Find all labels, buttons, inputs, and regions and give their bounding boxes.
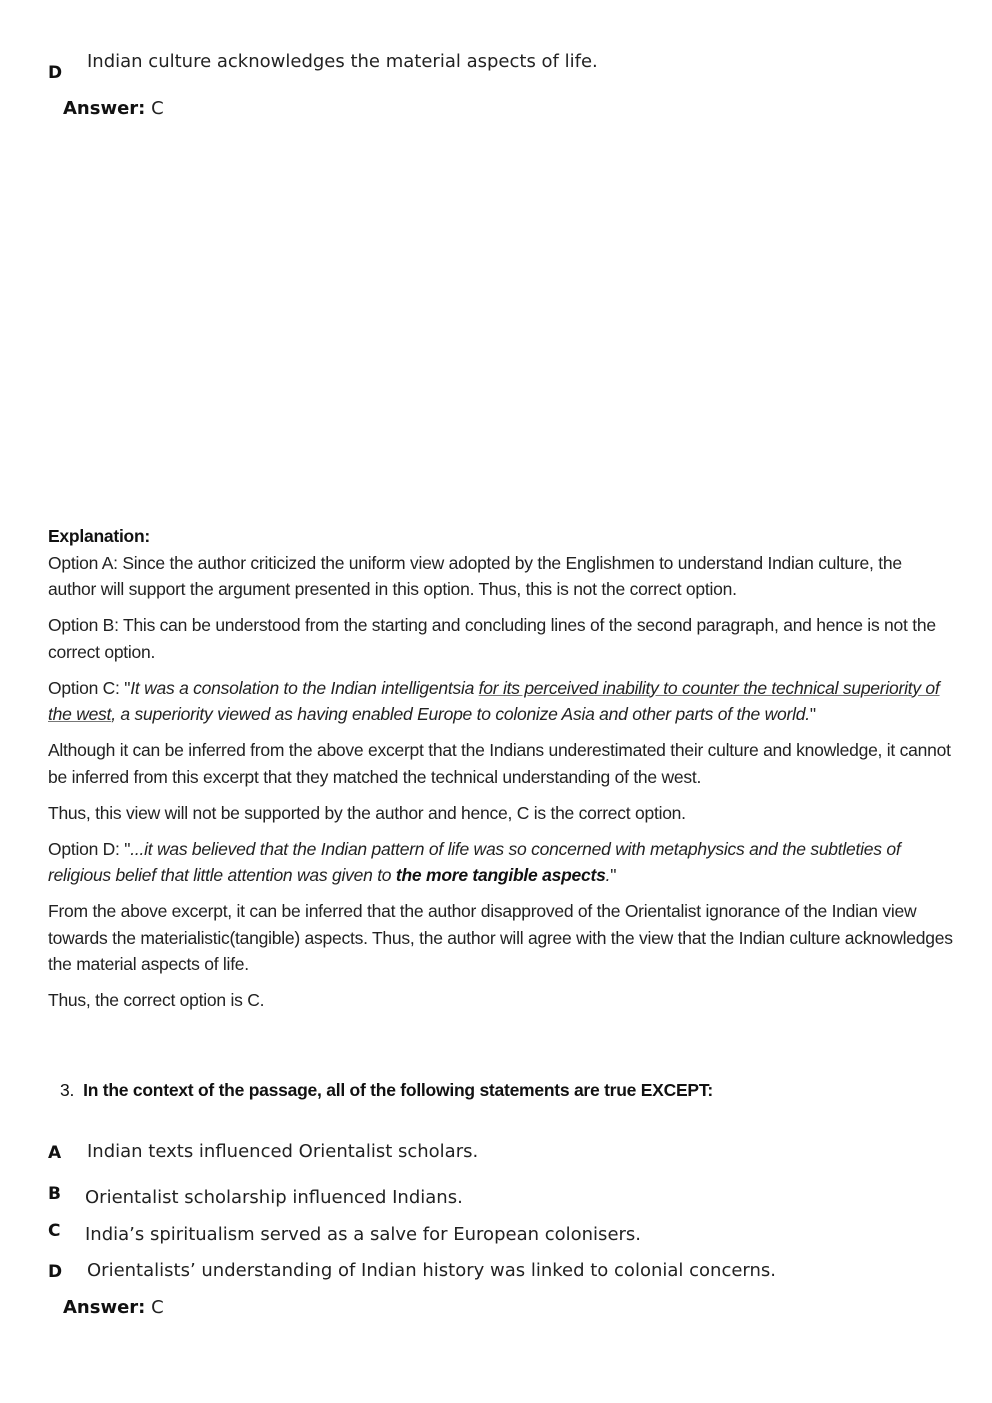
explanation-although: Although it can be inferred from the above excerpt that the Indians underestimated their culture and knowledge, it cannot be inferred from this excerpt that they matched the technical understanding of the west. — [48, 740, 951, 787]
option-c-quote — [48, 678, 940, 725]
quote-start: ...it was believed that the Indian pattern of life was so concerned with metaphysics and the subtleties of religious belief that little attention was given to — [48, 838, 901, 885]
quote-suffix: " — [809, 704, 816, 724]
quote-underlined: for its perceived inability to counter the technical superiority of the west — [48, 677, 940, 724]
explanation-thus-c: Thus, this view will not be supported by the author and hence, C is the correct option. — [48, 802, 686, 823]
quote-end: . — [605, 865, 611, 885]
option-letter: B — [48, 1184, 61, 1204]
answer-label: Answer: — [63, 98, 146, 119]
answer-value: C — [151, 98, 164, 119]
explanation-heading: Explanation: — [48, 526, 151, 546]
option-letter: D — [48, 63, 63, 83]
explanation-option-b: Option B: This can be understood from the starting and concluding lines of the second paragraph, and hence is not the correct option. — [48, 615, 936, 662]
option-text: Orientalist scholarship influenced Indians. — [85, 1187, 463, 1208]
option-text: Indian texts influenced Orientalist scholars. — [87, 1141, 479, 1162]
explanation-option-d — [48, 836, 953, 889]
option-d-quote — [48, 839, 900, 886]
option-letter: A — [48, 1143, 62, 1163]
quote-suffix: " — [610, 865, 617, 885]
quote-prefix: Option C: " — [48, 677, 131, 698]
answer-label: Answer: — [63, 1297, 146, 1318]
option-text: India’s spiritualism served as a salve for European colonisers. — [85, 1224, 642, 1245]
question-3 — [60, 1080, 713, 1101]
q3-answer — [63, 1297, 164, 1318]
quote-end: , a superiority viewed as having enabled Europe to colonize Asia and other parts of the world. — [111, 704, 810, 724]
option-text: Indian culture acknowledges the material aspects of life. — [87, 51, 598, 72]
explanation-conclusion: Thus, the correct option is C. — [48, 990, 265, 1010]
explanation-option-c — [48, 675, 953, 728]
explanation-option-a: Option A: Since the author criticized the uniform view adopted by the Englishmen to understand Indian culture, the author will support the argument presented in this option. Thus, this is not the correct option. — [48, 552, 902, 599]
option-letter: D — [48, 1262, 63, 1282]
question-text: In the context of the passage, all of the following statements are true EXCEPT: — [83, 1080, 713, 1100]
quote-start: It was a consolation to the Indian intelligentsia — [130, 677, 479, 698]
explanation-from-above: From the above excerpt, it can be inferred that the author disapproved of the Orientalist ignorance of the Indian view towards the materialistic(tangible) aspects. Thus, the author will agree with the view that the Indian culture acknowledges the material aspects of life. — [48, 901, 953, 974]
answer-value: C — [151, 1297, 164, 1318]
explanation-block — [48, 523, 953, 1023]
question-number: 3. — [60, 1080, 75, 1100]
option-text: Orientalists’ understanding of Indian history was linked to colonial concerns. — [87, 1260, 777, 1281]
option-letter: C — [48, 1221, 61, 1241]
quote-bold: the more tangible aspects — [395, 865, 606, 885]
q2-answer — [63, 98, 164, 119]
quote-prefix: Option D: " — [48, 838, 131, 859]
